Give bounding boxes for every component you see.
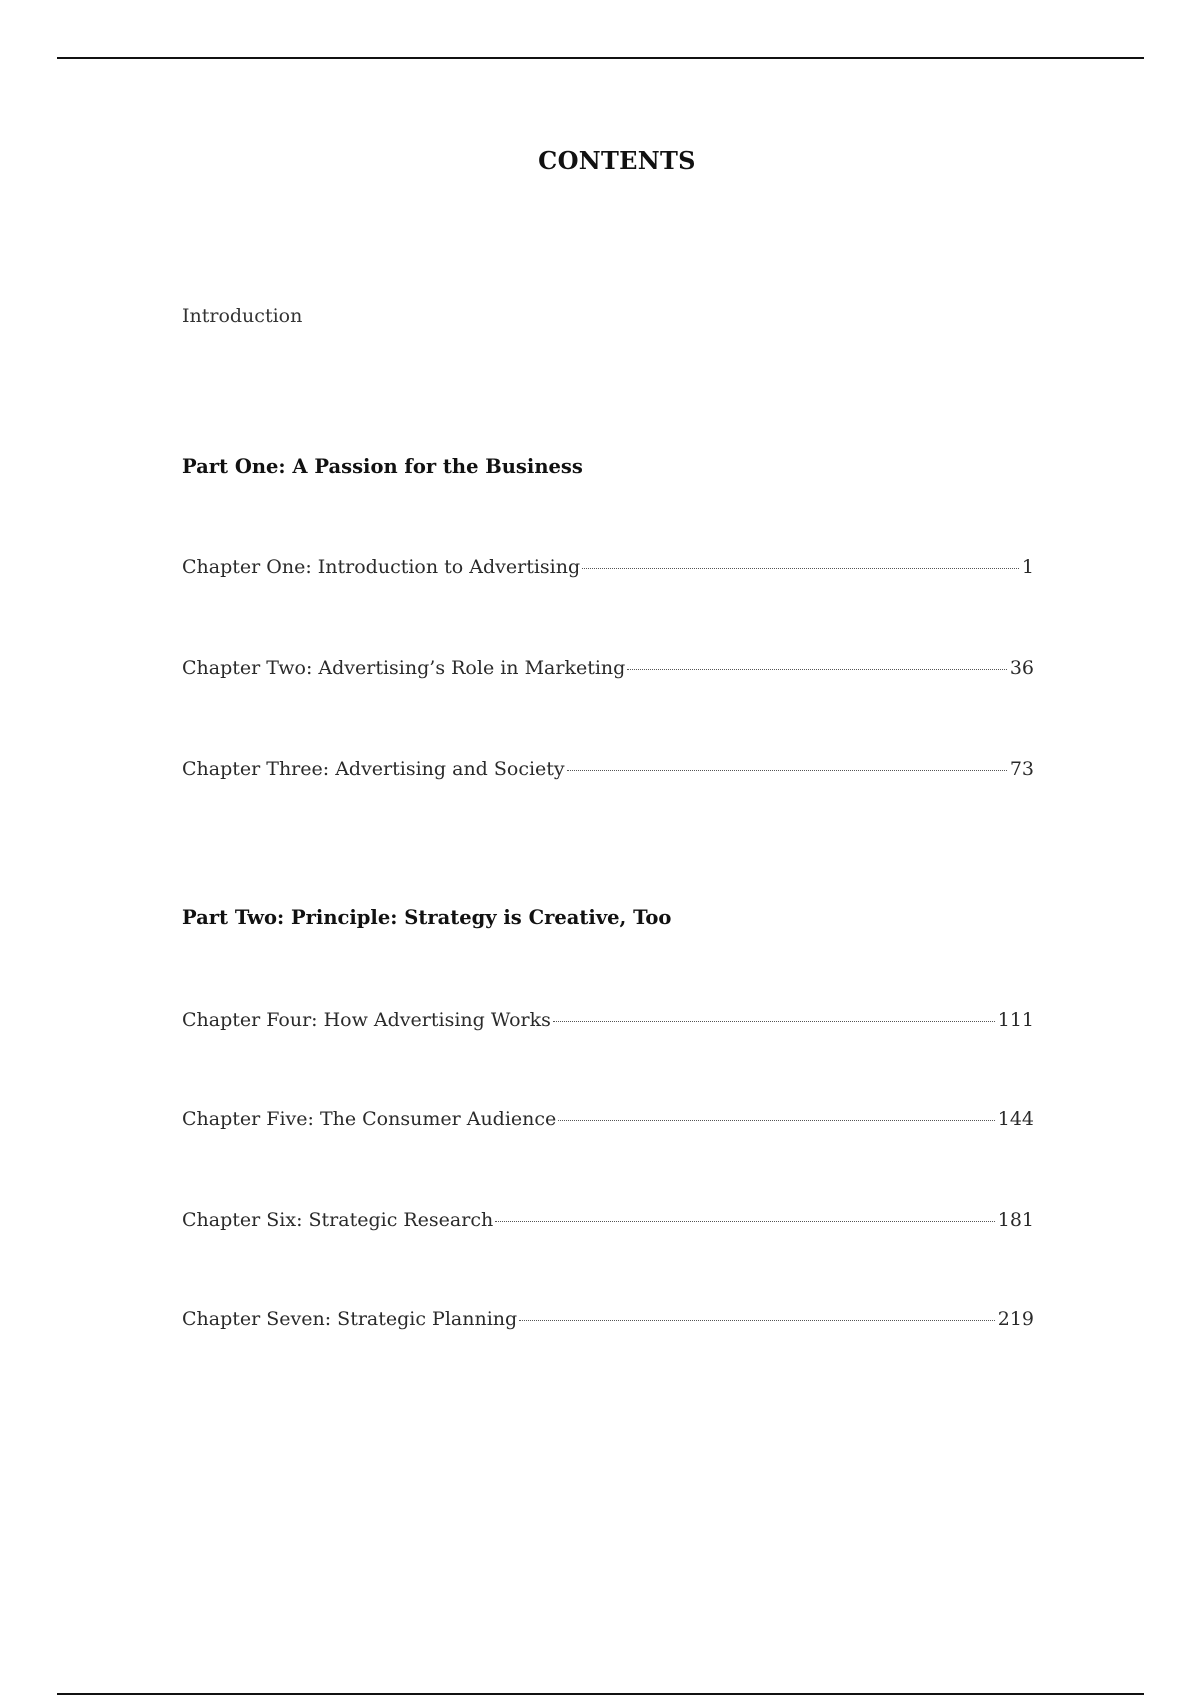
dot-leader xyxy=(553,1021,995,1022)
toc-entry-chapter-seven[interactable] xyxy=(182,1307,1034,1331)
toc-entry-title: Chapter Seven: Strategic Planning xyxy=(182,1308,518,1330)
toc-entry-page: 181 xyxy=(997,1209,1034,1231)
toc-entry-chapter-six[interactable] xyxy=(182,1208,1034,1232)
toc-entry-title: Chapter Six: Strategic Research xyxy=(182,1209,494,1231)
part-one-heading: Part One: A Passion for the Business xyxy=(182,455,583,478)
toc-entry-title: Chapter Three: Advertising and Society xyxy=(182,758,565,780)
toc-entry-title: Chapter Five: The Consumer Audience xyxy=(182,1108,557,1130)
top-rule xyxy=(57,57,1144,59)
dot-leader xyxy=(495,1221,995,1222)
part-two-heading: Part Two: Principle: Strategy is Creative, Too xyxy=(182,906,672,929)
bottom-rule xyxy=(57,1693,1144,1695)
toc-entry-page: 1 xyxy=(1021,556,1034,578)
toc-entry-chapter-five[interactable] xyxy=(182,1107,1034,1131)
dot-leader xyxy=(627,669,1007,670)
toc-entry-title: Chapter Two: Advertising’s Role in Marketing xyxy=(182,657,626,679)
toc-introduction[interactable]: Introduction xyxy=(182,305,303,327)
toc-entry-title: Chapter Four: How Advertising Works xyxy=(182,1009,551,1031)
toc-entry-page: 144 xyxy=(997,1108,1034,1130)
dot-leader xyxy=(567,770,1007,771)
dot-leader xyxy=(519,1320,995,1321)
page-title: CONTENTS xyxy=(538,146,696,175)
toc-entry-chapter-three[interactable] xyxy=(182,757,1034,781)
dot-leader xyxy=(582,568,1019,569)
toc-entry-chapter-one[interactable] xyxy=(182,555,1034,579)
toc-entry-page: 36 xyxy=(1009,657,1034,679)
toc-entry-chapter-four[interactable] xyxy=(182,1008,1034,1032)
toc-entry-page: 219 xyxy=(997,1308,1034,1330)
toc-entry-title: Chapter One: Introduction to Advertising xyxy=(182,556,581,578)
dot-leader xyxy=(558,1120,994,1121)
toc-entry-chapter-two[interactable] xyxy=(182,656,1034,680)
toc-entry-page: 73 xyxy=(1009,758,1034,780)
toc-entry-page: 111 xyxy=(997,1009,1034,1031)
